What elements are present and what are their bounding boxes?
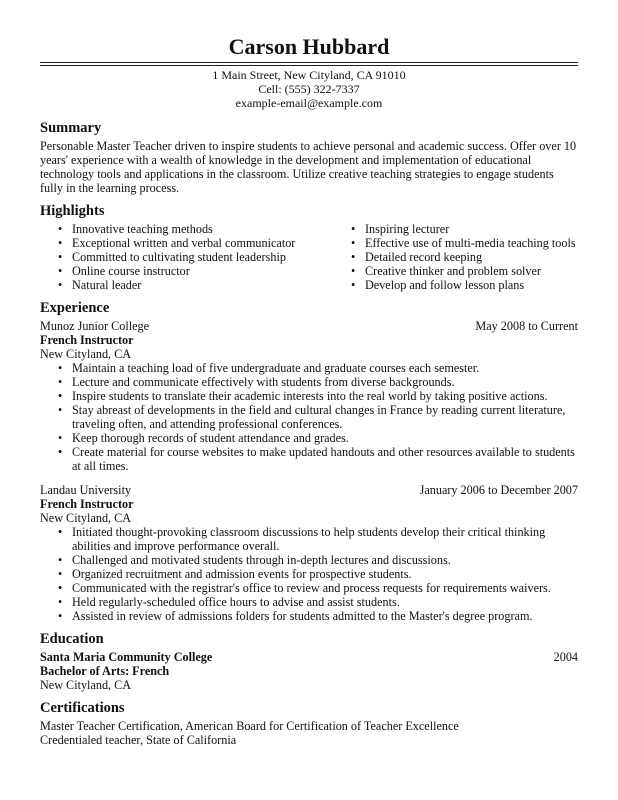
highlights-column-left <box>40 222 333 292</box>
list-item: • Committed to cultivating student leadership <box>40 250 333 264</box>
job-title: French Instructor <box>40 497 134 511</box>
list-item: • Initiated thought-provoking classroom discussions to help students develop their critical thinking abilities and improve performance overall. <box>40 525 578 553</box>
list-item: • Inspiring lecturer <box>333 222 576 236</box>
employer: Munoz Junior College <box>40 319 149 333</box>
list-item: • Exceptional written and verbal communicator <box>40 236 333 250</box>
email: example-email@example.com <box>235 96 383 110</box>
degree: Bachelor of Arts: French <box>40 664 170 678</box>
job-header-row <box>40 319 578 333</box>
job-dates: May 2008 to Current <box>475 319 578 333</box>
list-item: • Stay abreast of developments in the field and cultural changes in France by reading current literature, traveling often, and attending professional conferences. <box>40 403 578 431</box>
certification-item: Credentialed teacher, State of California <box>40 733 237 747</box>
certifications-list <box>40 719 578 747</box>
list-item: • Creative thinker and problem solver <box>333 264 576 278</box>
header-divider-top <box>40 62 578 63</box>
header-divider-bottom <box>40 65 578 66</box>
list-item: • Natural leader <box>40 278 333 292</box>
contact-block <box>40 68 578 110</box>
candidate-name: Carson Hubbard <box>228 34 390 59</box>
address: 1 Main Street, New Cityland, CA 91010 <box>212 68 406 82</box>
job-entry <box>40 483 578 623</box>
list-item: • Detailed record keeping <box>333 250 576 264</box>
list-item: • Develop and follow lesson plans <box>333 278 576 292</box>
list-item: • Organized recruitment and admission events for prospective students. <box>40 567 578 581</box>
list-item: • Challenged and motivated students through in-depth lectures and discussions. <box>40 553 578 567</box>
education-header-row <box>40 650 578 664</box>
job-location: New Cityland, CA <box>40 347 132 361</box>
highlights-heading: Highlights <box>40 203 105 219</box>
education-entry <box>40 650 578 692</box>
job-entry <box>40 319 578 473</box>
school-name: Santa Maria Community College <box>40 650 213 664</box>
highlights-list <box>40 222 578 292</box>
experience-heading: Experience <box>40 300 110 316</box>
school-location: New Cityland, CA <box>40 678 132 692</box>
summary-heading: Summary <box>40 120 102 136</box>
employer: Landau University <box>40 483 132 497</box>
list-item: • Lecture and communicate effectively with students from diverse backgrounds. <box>40 375 578 389</box>
graduation-year: 2004 <box>553 650 578 664</box>
list-item: • Communicated with the registrar's office to review and process requests for requirements waivers. <box>40 581 578 595</box>
job-dates: January 2006 to December 2007 <box>419 483 578 497</box>
summary-text: Personable Master Teacher driven to inspire students to achieve personal and academic success. Offer over 10 years' experience with a wealth of knowledge in the development and implementation of educational technology tools and applications in the classroom. Utilize creative teaching strategies to engage students fully in the learning process. <box>40 139 577 195</box>
list-item: • Keep thorough records of student attendance and grades. <box>40 431 578 445</box>
job-duties <box>40 361 578 473</box>
list-item: • Online course instructor <box>40 264 333 278</box>
job-title: French Instructor <box>40 333 134 347</box>
highlights-column-right <box>333 222 576 292</box>
certification-item: Master Teacher Certification, American Board for Certification of Teacher Excellence <box>40 719 459 733</box>
cell-phone: Cell: (555) 322-7337 <box>258 82 360 96</box>
job-header-row <box>40 483 578 497</box>
list-item: • Create material for course websites to make updated handouts and other resources available to students at all times. <box>40 445 578 473</box>
list-item: • Assisted in review of admissions folders for students admitted to the Master's degree program. <box>40 609 578 623</box>
list-item: • Effective use of multi-media teaching tools <box>333 236 576 250</box>
education-heading: Education <box>40 631 104 647</box>
list-item: • Held regularly-scheduled office hours to advise and assist students. <box>40 595 578 609</box>
job-location: New Cityland, CA <box>40 511 132 525</box>
list-item: • Maintain a teaching load of five undergraduate and graduate courses each semester. <box>40 361 578 375</box>
job-duties <box>40 525 578 623</box>
list-item: • Inspire students to translate their academic interests into the real world by taking positive actions. <box>40 389 578 403</box>
list-item: • Innovative teaching methods <box>40 222 333 236</box>
certifications-heading: Certifications <box>40 700 125 716</box>
